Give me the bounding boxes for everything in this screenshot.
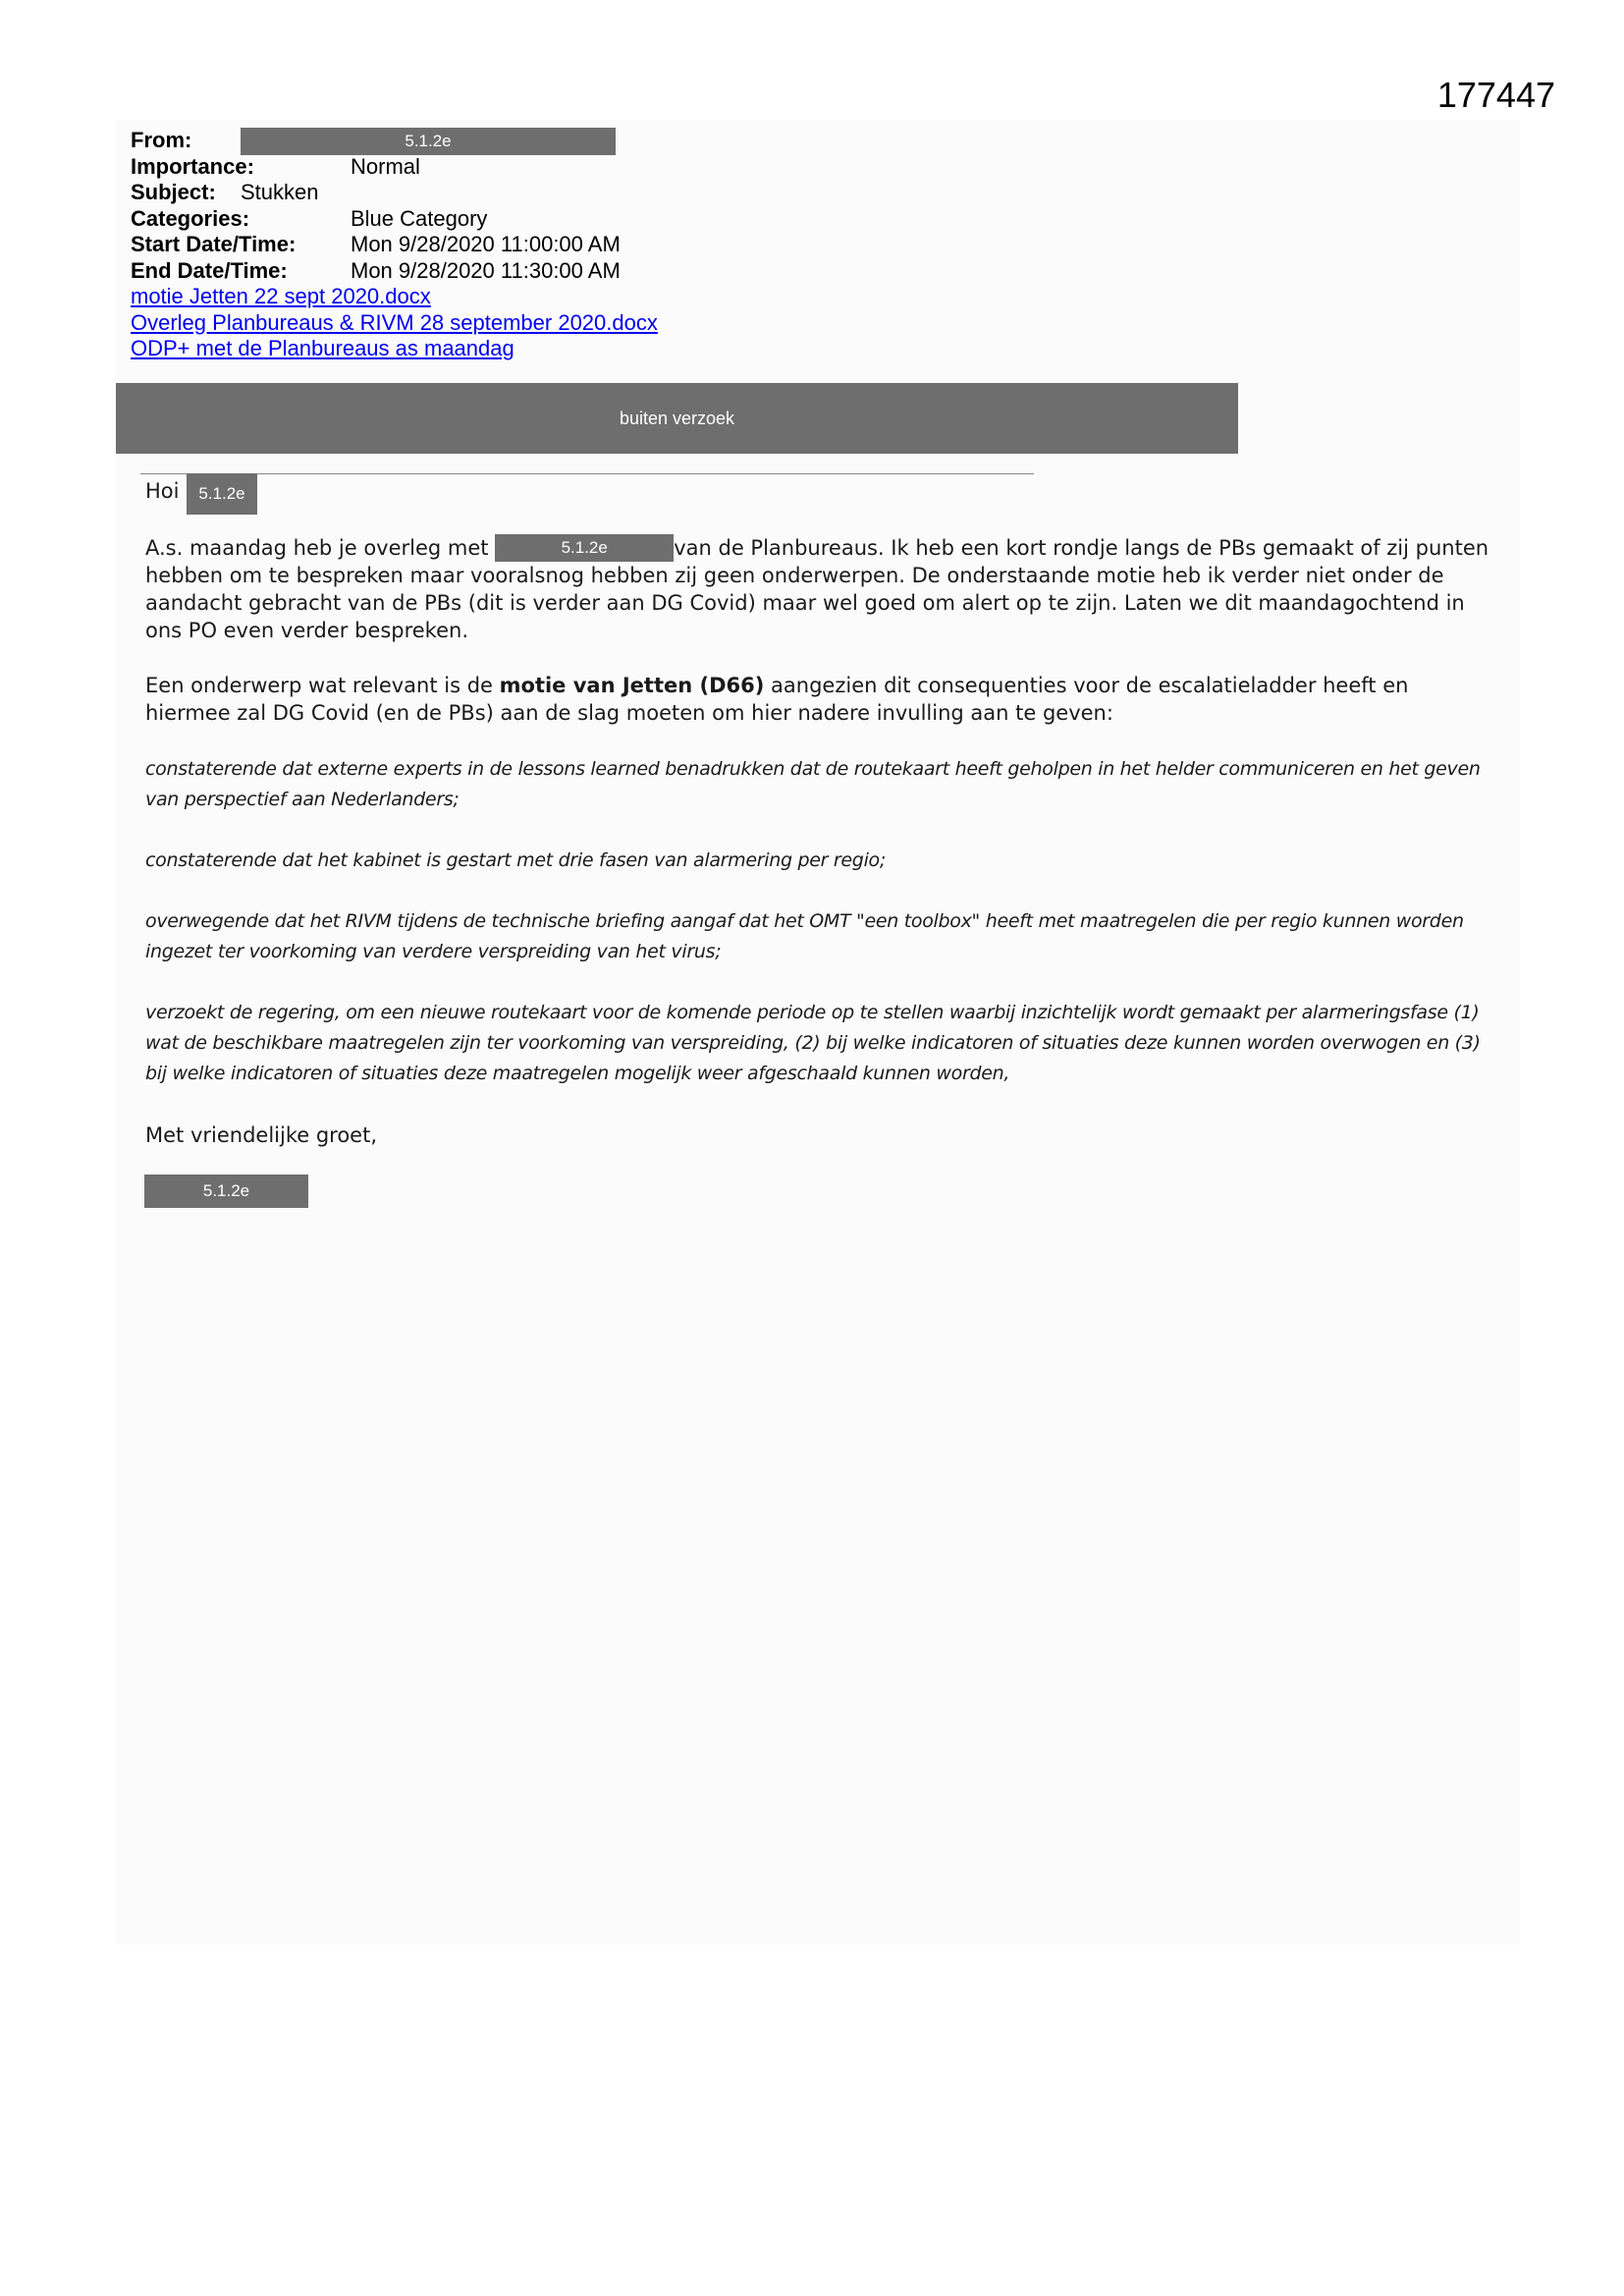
quote-3: overwegende dat het RIVM tijdens de technische briefing aangaf dat het OMT "een toolbox" heeft met maatregelen die per regio kunnen worden ingezet ter voorkoming van verdere verspreiding van het virus; bbox=[145, 910, 1464, 962]
quote-2: constaterende dat het kabinet is gestart met drie fasen van alarmering per regio; bbox=[145, 849, 886, 871]
p1-text-before: A.s. maandag heb je overleg met bbox=[145, 536, 496, 560]
end-label: End Date/Time: bbox=[131, 257, 288, 283]
quote-4: verzoekt de regering, om een nieuwe routekaart voor de komende periode op te stellen waarbij inzichtelijk wordt gemaakt per alarmeringsfase (1) wat de beschikbare maatregelen zijn ter voorkoming van verspreiding, (2) bij welke indicatoren of situaties deze kunnen worden overwogen en (3) bij welke indicatoren of situaties deze maatregelen mogelijk weer afgeschaald kunnen worden, bbox=[145, 1002, 1481, 1084]
categories-row bbox=[131, 206, 658, 233]
subject-value: Stukken bbox=[241, 180, 319, 204]
p1-text-after: van de Planbureaus. Ik heb een kort rondje langs de PBs gemaakt of zij punten hebben om te bespreken maar vooralsnog hebben zij geen onderwerpen. De onderstaande motie heb ik verder niet onder de aandacht gebracht van de PBs (dit is verder aan DG Covid) maar wel goed om alert op te zijn. Laten we dit maandagochtend in ons PO even verder bespreken. bbox=[145, 536, 1489, 642]
start-value: Mon 9/28/2020 11:00:00 AM bbox=[351, 232, 621, 256]
subject-row bbox=[131, 180, 658, 206]
importance-label: Importance: bbox=[131, 153, 254, 179]
from-redaction: 5.1.2e bbox=[241, 128, 616, 155]
closing: Met vriendelijke groet, bbox=[145, 1123, 378, 1147]
start-row bbox=[131, 232, 658, 258]
paragraph-2 bbox=[145, 672, 1490, 727]
p2-bold: motie van Jetten (D66) bbox=[499, 674, 765, 697]
email-headers bbox=[131, 128, 658, 362]
categories-label: Categories: bbox=[131, 205, 250, 231]
greeting-text: Hoi bbox=[145, 479, 180, 503]
end-row bbox=[131, 258, 658, 285]
greeting-redaction: 5.1.2e bbox=[187, 473, 257, 515]
start-label: Start Date/Time: bbox=[131, 232, 297, 256]
p2-text-before: Een onderwerp wat relevant is de bbox=[145, 674, 500, 697]
quote-1: constaterende dat externe experts in de lessons learned benadrukken dat de routekaart heeft geholpen in het helder communiceren en het geven van perspectief aan Nederlanders; bbox=[145, 758, 1481, 810]
redaction-banner: buiten verzoek bbox=[116, 383, 1238, 454]
categories-value: Blue Category bbox=[351, 205, 488, 231]
p2-text-after: aangezien dit consequenties voor de escalatieladder heeft en hiermee zal DG Covid (en de PBs) aan de slag moeten om hier nadere invulling aan te geven: bbox=[145, 674, 1409, 725]
attachment-link-odp[interactable]: ODP+ met de Planbureaus as maandag bbox=[131, 336, 514, 360]
paragraph-1 bbox=[145, 534, 1490, 644]
from-label: From: bbox=[131, 128, 192, 152]
document-number: 177447 bbox=[1436, 75, 1555, 115]
divider bbox=[140, 473, 1034, 474]
signature-redaction: 5.1.2e bbox=[144, 1175, 308, 1208]
attachment-link-overleg[interactable]: Overleg Planbureaus & RIVM 28 september 2020.docx bbox=[131, 309, 658, 335]
end-value: Mon 9/28/2020 11:30:00 AM bbox=[351, 257, 621, 283]
greeting bbox=[145, 477, 179, 505]
motie-quotes bbox=[145, 754, 1500, 1120]
from-row bbox=[131, 128, 658, 154]
importance-row bbox=[131, 154, 658, 181]
subject-label: Subject: bbox=[131, 180, 216, 204]
importance-value: Normal bbox=[351, 153, 420, 179]
p1-redaction: 5.1.2e bbox=[495, 534, 674, 562]
attachment-link-motie[interactable]: motie Jetten 22 sept 2020.docx bbox=[131, 284, 431, 308]
